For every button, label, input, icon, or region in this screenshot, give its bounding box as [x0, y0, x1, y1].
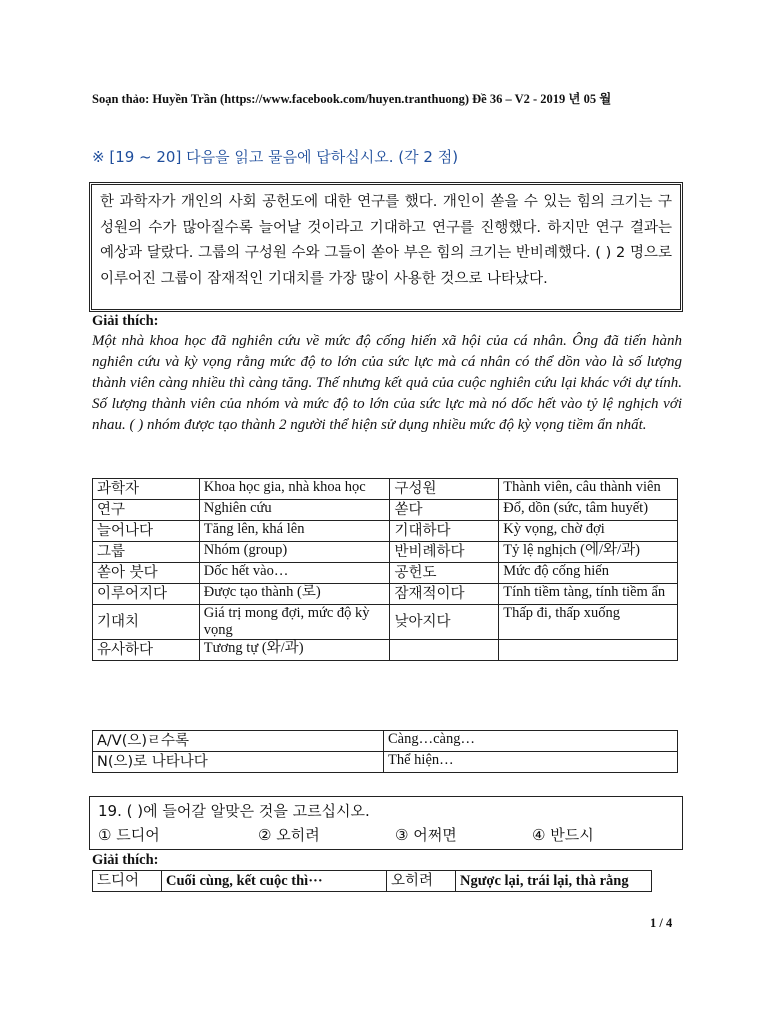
passage-translation: Một nhà khoa học đã nghiên cứu về mức độ cống hiến xã hội của cá nhân. Ông đã tiến hành nghiên cứu và kỳ vọng rằng mức độ to lớn của sức lực mà cá nhân có thể dồn vào là số lượng thành viên càng nhiều thì càng tăng. Thế nhưng kết quả của cuộc nghiên cứu lại khác với dự tính. Số lượng thành viên của nhóm và mức độ to lớn của sức lực mà nó dốc hết vào tỷ lệ nghịch với nhau. ( ) nhóm được tạo thành 2 người thể hiện sử dụng nhiều mức độ kỳ vọng tiềm ẩn nhất. [92, 333, 682, 433]
korean-word: 과학자 [93, 479, 200, 500]
meaning: Khoa học gia, nhà khoa học [199, 479, 390, 500]
vocabulary-table [92, 478, 678, 661]
table-row [93, 563, 678, 584]
korean-word: 늘어나다 [93, 521, 200, 542]
grammar-pattern: N(으)로 나타나다 [93, 752, 384, 773]
section-title: ※ [19 ~ 20] 다음을 읽고 물음에 답하십시오. (각 2 점) [92, 148, 459, 166]
korean-word: 공헌도 [390, 563, 499, 584]
meaning: Tỷ lệ nghịch (에/와/과) [499, 542, 678, 563]
table-row [93, 542, 678, 563]
question-stem: 19. ( )에 들어갈 알맞은 것을 고르십시오. [98, 802, 370, 820]
korean-word: 오히려 [387, 871, 456, 892]
korean-word [390, 640, 499, 661]
page-header: Soạn thảo: Huyền Trần (https://www.facebook.com/huyen.tranthuong) Đề 36 – V2 - 2019 년 05 월 [92, 92, 612, 106]
table-row [93, 731, 678, 752]
table-row [93, 871, 652, 892]
korean-word: 기대치 [93, 605, 200, 640]
korean-word: 쏟아 붓다 [93, 563, 200, 584]
table-row [93, 640, 678, 661]
grammar-pattern: A/V(으)ㄹ수록 [93, 731, 384, 752]
option-2[interactable]: ② 오히려 [258, 826, 320, 844]
korean-word: 낮아지다 [390, 605, 499, 640]
table-row [93, 605, 678, 640]
reading-passage: 한 과학자가 개인의 사회 공헌도에 대한 연구를 했다. 개인이 쏟을 수 있는 힘의 크기는 구성원의 수가 많아질수록 늘어날 것이라고 기대하고 연구를 진행했다. 하지만 연구 결과는 예상과 달랐다. 그룹의 구성원 수와 그들이 쏟아 부은 힘의 크기는 반비례했다. ( ) 2 명으로 이루어진 그룹이 잠재적인 기대치를 가장 많이 사용한 것으로 나타났다. [89, 182, 683, 312]
korean-word: 이루어지다 [93, 584, 200, 605]
meaning: Kỳ vọng, chờ đợi [499, 521, 678, 542]
meaning: Ngược lại, trái lại, thà rằng [456, 871, 652, 892]
grammar-meaning: Thể hiện… [384, 752, 678, 773]
meaning: Thành viên, câu thành viên [499, 479, 678, 500]
grammar-meaning: Càng…càng… [384, 731, 678, 752]
meaning: Nghiên cứu [199, 500, 390, 521]
question-19 [89, 796, 683, 850]
answer-vocabulary-table [92, 870, 652, 892]
answer-options [98, 823, 674, 847]
korean-word: 잠재적이다 [390, 584, 499, 605]
option-3[interactable]: ③ 어쩌면 [395, 826, 457, 844]
grammar-table [92, 730, 678, 773]
meaning: Mức độ cống hiến [499, 563, 678, 584]
meaning: Cuối cùng, kết cuộc thì··· [162, 871, 387, 892]
meaning: Thấp đi, thấp xuống [499, 605, 678, 640]
table-row [93, 479, 678, 500]
table-row [93, 752, 678, 773]
option-4[interactable]: ④ 반드시 [532, 826, 594, 844]
meaning: Dốc hết vào… [199, 563, 390, 584]
explanation-label: Giải thích: [92, 313, 159, 329]
table-row [93, 500, 678, 521]
meaning: Tăng lên, khá lên [199, 521, 390, 542]
korean-word: 기대하다 [390, 521, 499, 542]
table-row [93, 521, 678, 542]
meaning: Tính tiềm tàng, tính tiềm ẩn [499, 584, 678, 605]
meaning: Đổ, dồn (sức, tâm huyết) [499, 500, 678, 521]
korean-word: 구성원 [390, 479, 499, 500]
meaning [499, 640, 678, 661]
meaning: Tương tự (와/과) [199, 640, 390, 661]
explanation-label-2: Giải thích: [92, 852, 159, 868]
option-1[interactable]: ① 드디어 [98, 826, 160, 844]
korean-word: 드디어 [93, 871, 162, 892]
korean-word: 유사하다 [93, 640, 200, 661]
korean-word: 연구 [93, 500, 200, 521]
korean-word: 그룹 [93, 542, 200, 563]
korean-word: 쏟다 [390, 500, 499, 521]
table-row [93, 584, 678, 605]
meaning: Giá trị mong đợi, mức độ kỳ vọng [199, 605, 390, 640]
page-number: 1 / 4 [650, 916, 673, 930]
korean-word: 반비례하다 [390, 542, 499, 563]
meaning: Nhóm (group) [199, 542, 390, 563]
meaning: Được tạo thành (로) [199, 584, 390, 605]
